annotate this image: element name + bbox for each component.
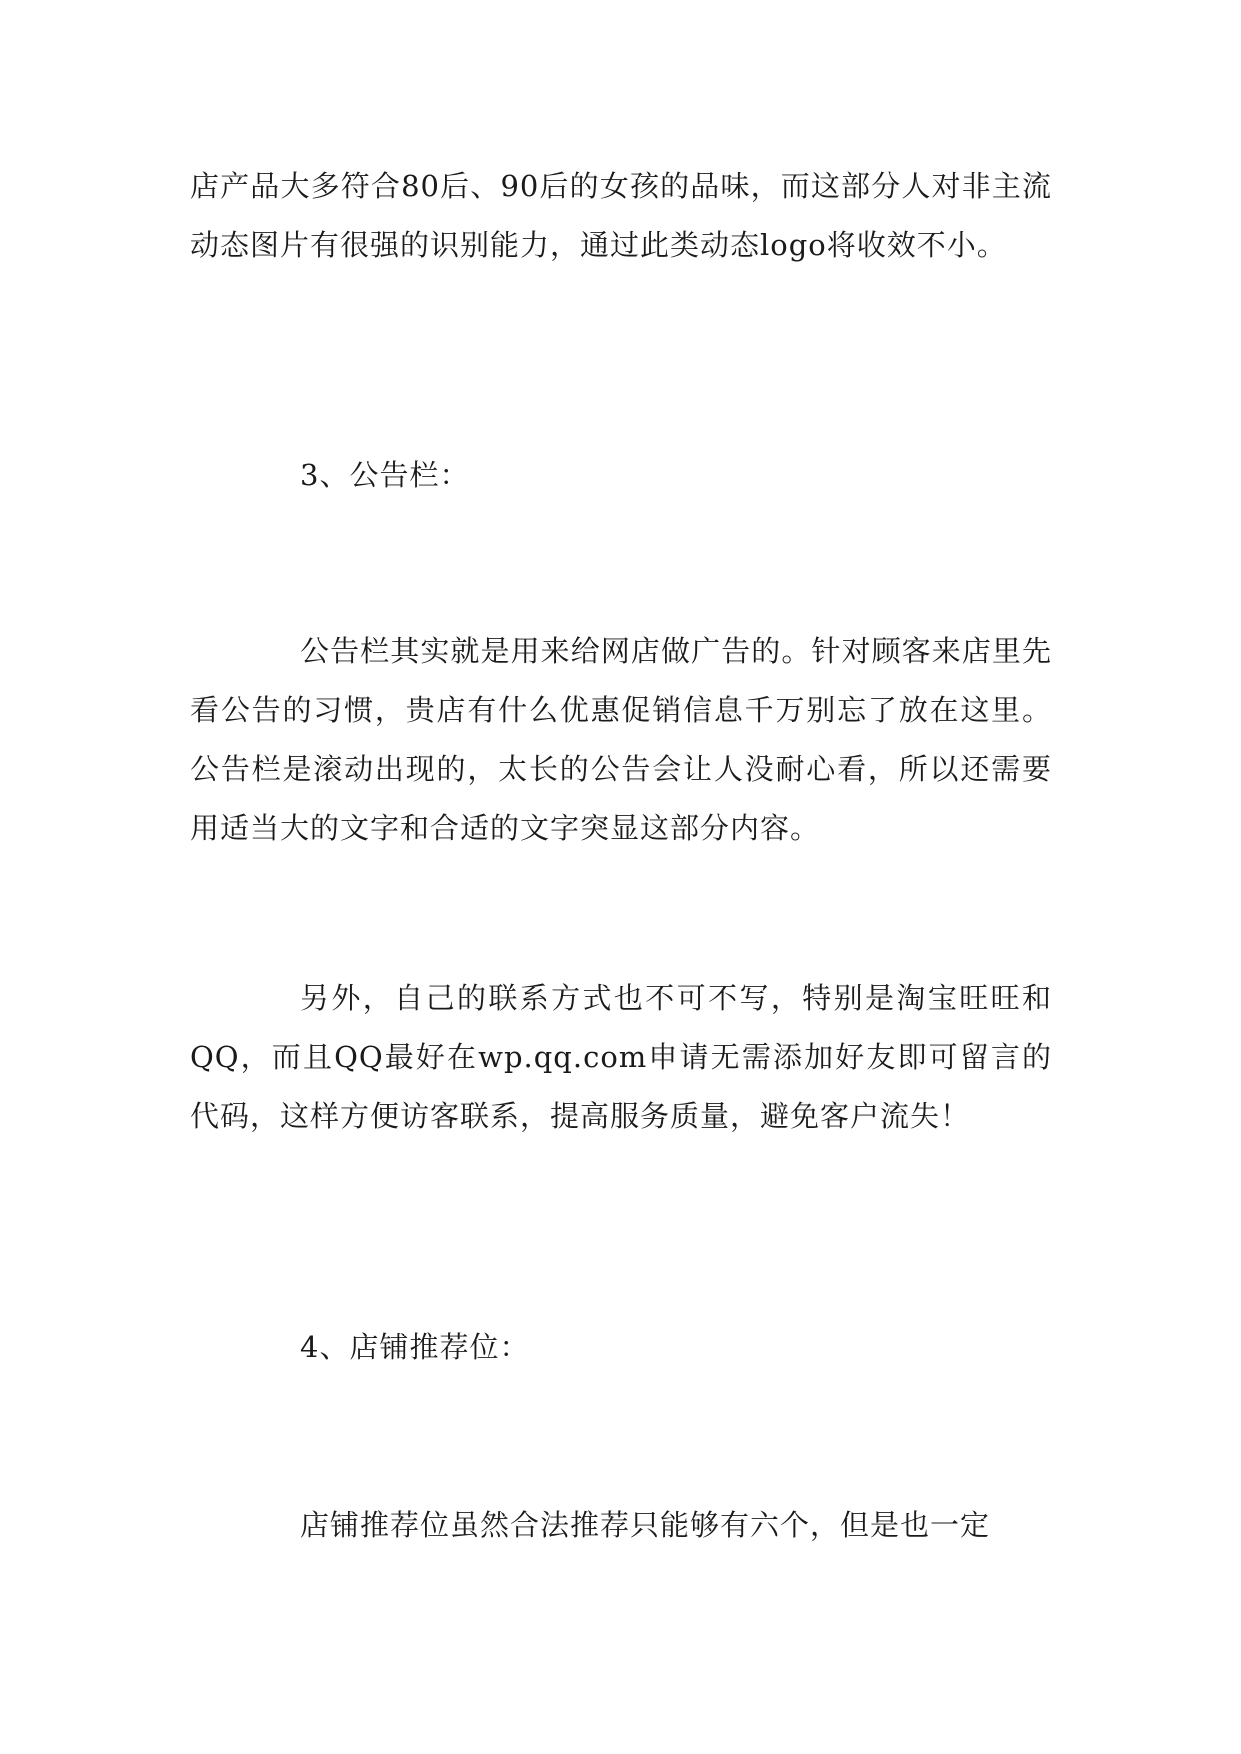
body-paragraph: 另外，自己的联系方式也不可不写，特别是淘宝旺旺和QQ，而且QQ最好在wp.qq.com申请无需添加好友即可留言的代码，这样方便访客联系，提高服务质量，避免客户流失！ [190,981,1052,1133]
section-heading-store-recommendation: 4、店铺推荐位： [300,1330,530,1364]
body-paragraph: 店铺推荐位虽然合法推荐只能够有六个，但是也一定 [300,1508,991,1542]
body-paragraph: 店产品大多符合80后、90后的女孩的品味，而这部分人对非主流动态图片有很强的识别能力，通过此类动态logo将收效不小。 [190,169,1052,262]
section-heading-notice-board: 3、公告栏： [300,458,470,492]
body-paragraph: 公告栏其实就是用来给网店做广告的。针对顾客来店里先看公告的习惯，贵店有什么优惠促销信息千万别忘了放在这里。公告栏是滚动出现的，太长的公告会让人没耐心看，所以还需要用适当大的文字和合适的文字突显这部分内容。 [190,634,1052,845]
